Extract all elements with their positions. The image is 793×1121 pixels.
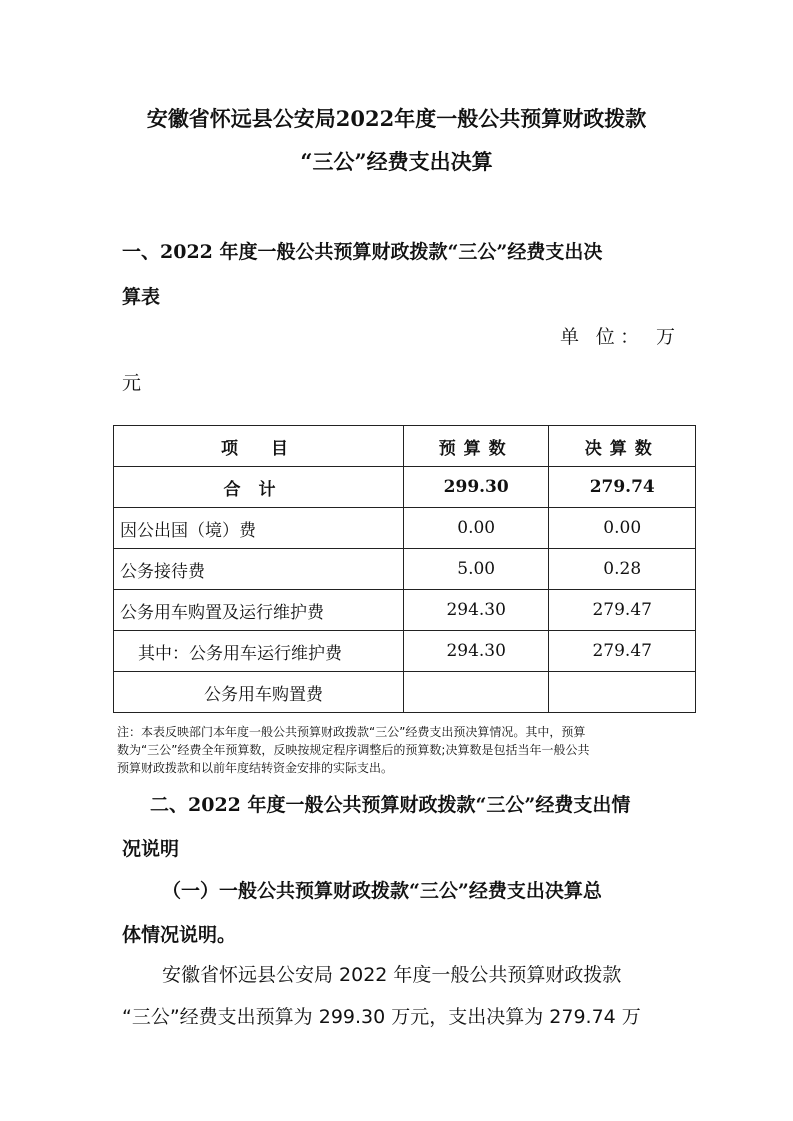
section1-heading-line2: 算表 xyxy=(122,286,161,308)
row-final xyxy=(549,672,696,713)
total-budget: 299.30 xyxy=(403,467,549,508)
subsection1-heading-line2: 体情况说明。 xyxy=(122,924,237,946)
row-budget: 294.30 xyxy=(403,631,549,672)
table-note xyxy=(117,723,682,777)
row-label: 公务用车购置及运行维护费 xyxy=(114,590,404,631)
table-row xyxy=(114,508,696,549)
unit-label-line1: 单 位： 万 xyxy=(560,326,675,348)
document-title-line1: 安徽省怀远县公安局2022年度一般公共预算财政拨款 xyxy=(146,106,647,131)
table-row-total xyxy=(114,467,696,508)
document-title-line2: “三公”经费支出决算 xyxy=(300,149,493,174)
table-row xyxy=(114,631,696,672)
table-row xyxy=(114,590,696,631)
row-label: 公务用车购置费 xyxy=(114,672,404,713)
budget-table xyxy=(113,425,696,713)
unit-label-line2: 元 xyxy=(122,372,142,394)
row-label: 公务接待费 xyxy=(114,549,404,590)
row-budget: 5.00 xyxy=(403,549,549,590)
note-line3: 预算财政拨款和以前年度结转资金安排的实际支出。 xyxy=(117,761,394,775)
subsection1-heading-line1: （一）一般公共预算财政拨款“三公”经费支出决算总 xyxy=(162,880,602,902)
body-line1: 安徽省怀远县公安局 2022 年度一般公共预算财政拨款 xyxy=(162,964,622,986)
section1-heading-line1: 一、2022 年度一般公共预算财政拨款“三公”经费支出决 xyxy=(122,241,603,263)
note-line2: 数为“三公”经费全年预算数，反映按规定程序调整后的预算数;决算数是包括当年一般公共 xyxy=(117,743,590,757)
total-final: 279.74 xyxy=(549,467,696,508)
row-label: 因公出国（境）费 xyxy=(114,508,404,549)
note-line1: 注：本表反映部门本年度一般公共预算财政拨款“三公”经费支出预决算情况。其中，预算 xyxy=(117,725,586,739)
total-label: 合计 xyxy=(114,467,404,508)
table-row xyxy=(114,549,696,590)
row-label: 其中：公务用车运行维护费 xyxy=(114,631,404,672)
section2-heading-line1: 二、2022 年度一般公共预算财政拨款“三公”经费支出情 xyxy=(150,794,631,816)
header-budget: 预算数 xyxy=(403,426,549,467)
row-final: 279.47 xyxy=(549,631,696,672)
row-final: 279.47 xyxy=(549,590,696,631)
header-final: 决算数 xyxy=(549,426,696,467)
table-row xyxy=(114,672,696,713)
row-budget: 0.00 xyxy=(403,508,549,549)
table-header-row xyxy=(114,426,696,467)
header-item: 项 目 xyxy=(114,426,404,467)
row-final: 0.00 xyxy=(549,508,696,549)
row-budget xyxy=(403,672,549,713)
row-budget: 294.30 xyxy=(403,590,549,631)
body-line2: “三公”经费支出预算为 299.30 万元，支出决算为 279.74 万 xyxy=(122,1006,641,1028)
section2-heading-line2: 况说明 xyxy=(122,838,180,860)
row-final: 0.28 xyxy=(549,549,696,590)
